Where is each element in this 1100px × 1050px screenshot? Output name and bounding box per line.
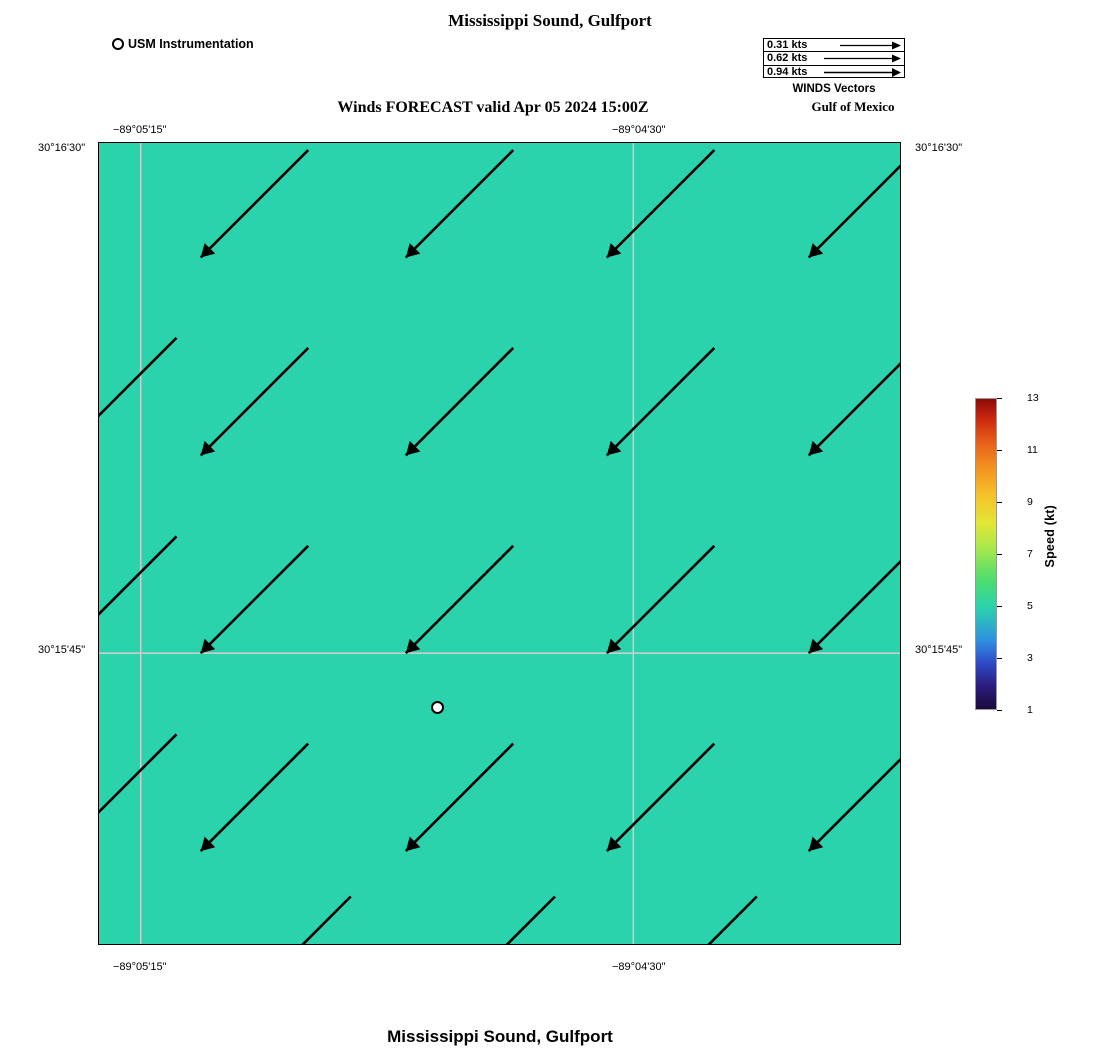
- colorbar-tick-label: 5: [1027, 600, 1033, 612]
- wind-vector-partial: [243, 897, 350, 945]
- vector-key-row: [764, 52, 904, 65]
- vector-scale-key: [763, 38, 905, 78]
- vector-key-row: [764, 66, 904, 79]
- wind-vector: [809, 546, 900, 653]
- wind-vector: [809, 150, 900, 257]
- open-circle-marker-icon: [112, 38, 124, 50]
- wind-vector: [201, 546, 309, 653]
- axis-label-mid-right-lat: 30°15'45": [915, 644, 963, 656]
- wind-vector: [406, 348, 513, 456]
- colorbar-tick: [997, 450, 1002, 451]
- wind-vector-partial: [649, 897, 756, 945]
- axis-label-top-right-lat: 30°16'30": [915, 142, 963, 154]
- vector-arrow-icon: [822, 66, 902, 79]
- vector-key-region: Gulf of Mexico: [811, 99, 895, 114]
- wind-vector: [201, 150, 309, 257]
- vector-key-label: 0.31 kts: [767, 39, 808, 51]
- wind-vector: [607, 744, 715, 852]
- colorbar-tick-label: 11: [1027, 444, 1038, 456]
- colorbar-tick: [997, 658, 1002, 659]
- colorbar-tick: [997, 554, 1002, 555]
- colorbar-tick-label: 13: [1027, 392, 1039, 404]
- wind-vector: [201, 744, 309, 852]
- wind-vector: [201, 348, 309, 456]
- wind-vector: [607, 348, 715, 456]
- wind-vector: [406, 744, 513, 852]
- colorbar-tick: [997, 398, 1002, 399]
- map-canvas[interactable]: [98, 142, 901, 945]
- vector-key-caption: WINDS Vectors: [792, 83, 876, 95]
- wind-vector: [406, 546, 513, 653]
- axis-label-top-left-lat: 30°16'30": [38, 142, 86, 154]
- wind-vector: [809, 348, 900, 456]
- colorbar-tick-label: 1: [1027, 704, 1033, 716]
- wind-vector-partial: [99, 734, 177, 842]
- colorbar-ticks: [997, 392, 1039, 716]
- colorbar-tick-label: 3: [1027, 652, 1033, 664]
- vector-arrow-icon: [838, 39, 902, 52]
- legend-usm-instrumentation: [112, 37, 254, 51]
- wind-vector-partial: [99, 536, 177, 644]
- vector-arrow-icon: [822, 52, 902, 65]
- axis-label-top-lon-left: −89°05'15": [113, 124, 167, 136]
- page-title-bottom: Mississippi Sound, Gulfport: [387, 1027, 613, 1046]
- axis-label-top-lon-right: −89°04'30": [612, 124, 666, 136]
- colorbar: [975, 392, 1039, 716]
- colorbar-tick: [997, 606, 1002, 607]
- wind-vector: [607, 546, 715, 653]
- colorbar-tick: [997, 710, 1002, 711]
- colorbar-title: Speed (kt): [1043, 505, 1057, 568]
- colorbar-gradient: [975, 398, 997, 710]
- wind-vector: [607, 150, 715, 257]
- vector-key-row: [764, 39, 904, 52]
- wind-vector-partial: [448, 897, 556, 945]
- axis-label-bottom-lon-left: −89°05'15": [113, 961, 167, 973]
- axis-label-mid-left-lat: 30°15'45": [38, 644, 86, 656]
- legend-usm-label: USM Instrumentation: [128, 37, 254, 51]
- wind-vector-partial: [99, 338, 177, 446]
- vector-key-label: 0.62 kts: [767, 52, 808, 65]
- page-title-top: Mississippi Sound, Gulfport: [448, 11, 652, 30]
- forecast-title: Winds FORECAST valid Apr 05 2024 15:00Z: [337, 99, 649, 116]
- colorbar-tick-label: 9: [1027, 496, 1033, 508]
- colorbar-tick-label: 7: [1027, 548, 1033, 560]
- axis-label-bottom-lon-right: −89°04'30": [612, 961, 666, 973]
- map-vector-layer: [99, 143, 900, 944]
- wind-vector: [406, 150, 513, 257]
- vector-key-label: 0.94 kts: [767, 65, 808, 78]
- colorbar-tick: [997, 502, 1002, 503]
- wind-vector: [809, 744, 900, 852]
